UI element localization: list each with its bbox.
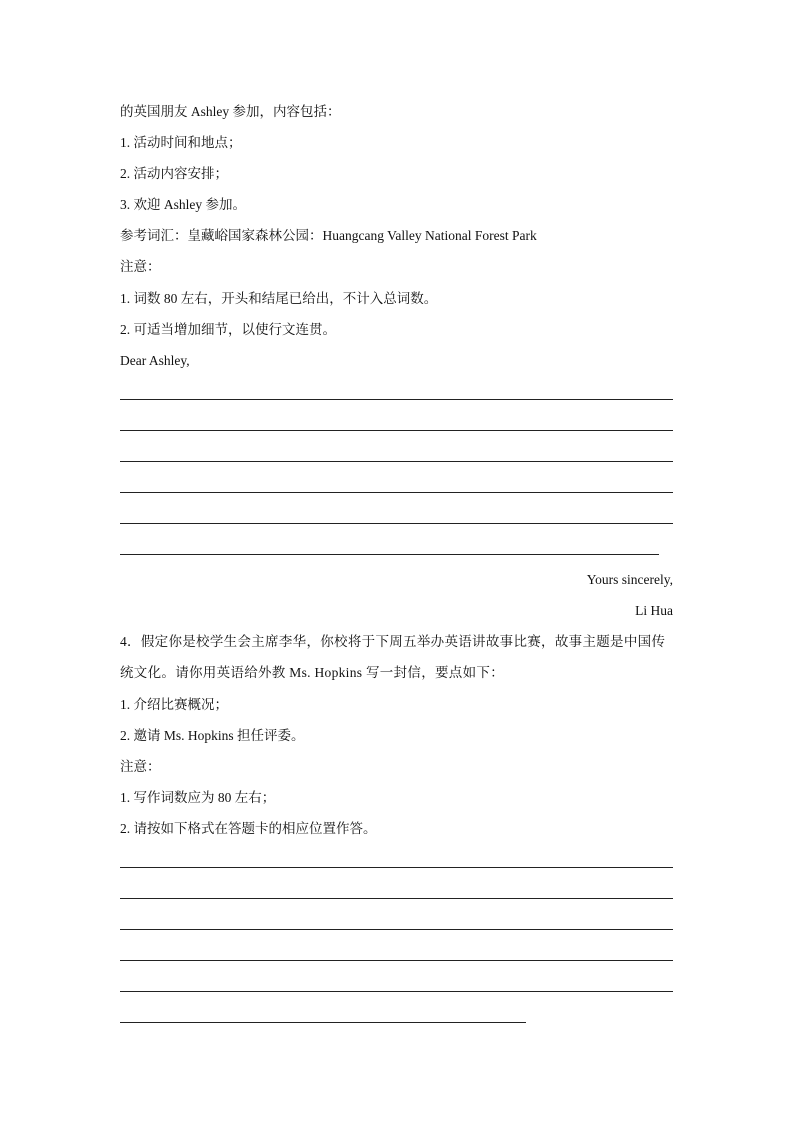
task3-closing: Yours sincerely,	[586, 572, 673, 587]
task3-note-2: 2. 可适当增加细节，以使行文连贯。	[120, 322, 336, 337]
task3-point-3: 3. 欢迎 Ashley 参加。	[120, 197, 246, 212]
task4-answer-line[interactable]	[120, 960, 673, 961]
task4-answer-line[interactable]	[120, 867, 673, 868]
task3-note-1: 1. 词数 80 左右，开头和结尾已给出，不计入总词数。	[120, 291, 438, 306]
task3-answer-line[interactable]	[120, 554, 659, 555]
task3-answer-line[interactable]	[120, 399, 673, 400]
task4-answer-line[interactable]	[120, 991, 673, 992]
task4-answer-line[interactable]	[120, 1022, 526, 1023]
task3-answer-line[interactable]	[120, 492, 673, 493]
task3-answer-line[interactable]	[120, 430, 673, 431]
task4-note-2: 2. 请按如下格式在答题卡的相应位置作答。	[120, 821, 377, 836]
task4-point-2: 2. 邀请 Ms. Hopkins 担任评委。	[120, 728, 305, 743]
task4-answer-line[interactable]	[120, 898, 673, 899]
task4-prompt: 4．假定你是校学生会主席李华，你校将于下周五举办英语讲故事比赛，故事主题是中国传统文化。请你用英语给外教 Ms. Hopkins 写一封信，要点如下：	[120, 634, 666, 680]
task3-point-1: 1. 活动时间和地点；	[120, 135, 242, 150]
task3-salutation: Dear Ashley,	[120, 353, 190, 368]
task4-notes-title: 注意：	[120, 759, 161, 774]
task3-signature: Li Hua	[635, 603, 673, 618]
task3-answer-line[interactable]	[120, 461, 673, 462]
task3-point-2: 2. 活动内容安排；	[120, 166, 228, 181]
task3-notes-title: 注意：	[120, 259, 161, 274]
task4-point-1: 1. 介绍比赛概况；	[120, 697, 228, 712]
task3-intro-line: 的英国朋友 Ashley 参加，内容包括：	[120, 104, 341, 119]
task4-note-1: 1. 写作词数应为 80 左右；	[120, 790, 276, 805]
task3-vocab: 参考词汇：皇藏峪国家森林公园：Huangcang Valley National Forest Park	[120, 228, 537, 243]
task3-answer-line[interactable]	[120, 523, 673, 524]
task4-answer-line[interactable]	[120, 929, 673, 930]
